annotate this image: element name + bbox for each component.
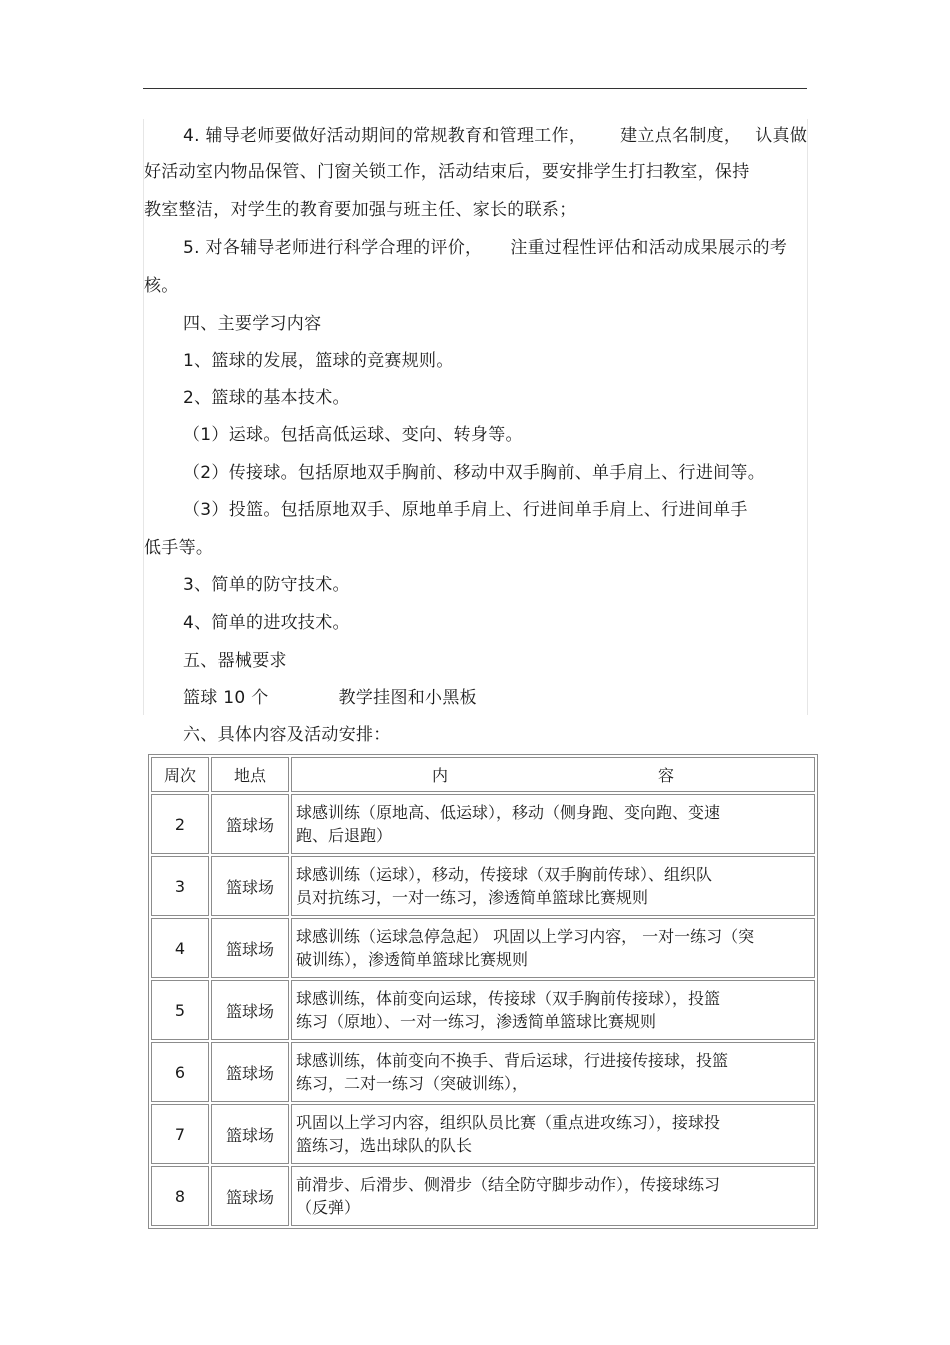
- table-row: [151, 1166, 815, 1226]
- section-4-item-3: 3、简单的防守技术。: [183, 575, 350, 595]
- cell-content: [291, 1042, 815, 1102]
- table-row: [151, 794, 815, 854]
- header-content: [291, 757, 815, 792]
- p4-text-b: 建立点名制度，: [620, 126, 742, 146]
- paragraph-4-line-3: 教室整洁，对学生的教育要加强与班主任、家长的联系；: [144, 200, 577, 220]
- content-line-2: 篮练习，选出球队的队长: [296, 1136, 473, 1155]
- cell-place: 篮球场: [211, 1104, 289, 1164]
- content-line-1: 球感训练（原地高、低运球），移动（侧身跑、变向跑、变速: [296, 803, 721, 822]
- paragraph-5-line-2: 核。: [144, 276, 179, 296]
- cell-place: 篮球场: [211, 1166, 289, 1226]
- header-place: 地点: [211, 757, 289, 792]
- table-row: [151, 856, 815, 916]
- content-line-2: 练习（原地）、一对一练习，渗透简单篮球比赛规则: [296, 1012, 657, 1031]
- cell-place: 篮球场: [211, 1042, 289, 1102]
- cell-place: 篮球场: [211, 918, 289, 978]
- p5-text-a: 5. 对各辅导老师进行科学合理的评价，: [183, 238, 483, 258]
- cell-week: 6: [151, 1042, 209, 1102]
- cell-place: 篮球场: [211, 794, 289, 854]
- section-4-item-4: 4、简单的进攻技术。: [183, 613, 350, 633]
- cell-week: 3: [151, 856, 209, 916]
- table-row: [151, 918, 815, 978]
- schedule-table: [148, 754, 818, 1229]
- cell-week: 4: [151, 918, 209, 978]
- section-4-sub-3-line-2: 低手等。: [144, 538, 214, 558]
- content-line-2: 跑、后退跑）: [296, 826, 393, 845]
- cell-place: 篮球场: [211, 856, 289, 916]
- table-row: [151, 1042, 815, 1102]
- content-line-2: 员对抗练习，一对一练习，渗透简单篮球比赛规则: [296, 888, 649, 907]
- section-5-equipment: [183, 688, 477, 708]
- section-4-sub-2: （2）传接球。包括原地双手胸前、移动中双手胸前、单手肩上、行进间等。: [183, 463, 766, 483]
- cell-content: [291, 794, 815, 854]
- equipment-basketball: 篮球 10 个: [183, 688, 269, 708]
- cell-week: 8: [151, 1166, 209, 1226]
- content-line-1: 球感训练，体前变向不换手、背后运球，行进接传接球，投篮: [296, 1051, 729, 1070]
- table-header-row: [151, 757, 815, 792]
- section-4-sub-1: （1）运球。包括高低运球、变向、转身等。: [183, 425, 523, 445]
- table-row: [151, 1104, 815, 1164]
- header-week: 周次: [151, 757, 209, 792]
- content-line-1: 前滑步、后滑步、侧滑步（结全防守脚步动作），传接球练习: [296, 1175, 721, 1194]
- header-content-a: 内: [431, 766, 448, 785]
- cell-content: [291, 856, 815, 916]
- cell-place: 篮球场: [211, 980, 289, 1040]
- cell-week: 5: [151, 980, 209, 1040]
- equipment-chart: 教学挂图和小黑板: [338, 688, 477, 708]
- content-line-2: 练习，二对一练习（突破训练），: [296, 1074, 529, 1093]
- cell-week: 7: [151, 1104, 209, 1164]
- content-line-1: 球感训练，体前变向运球，传接球（双手胸前传接球），投篮: [296, 989, 721, 1008]
- p4-text-c: 认真做: [755, 126, 808, 146]
- section-4-item-2: 2、篮球的基本技术。: [183, 388, 350, 408]
- content-line-1: 球感训练（运球），移动，传接球（双手胸前传球）、组织队: [296, 865, 713, 884]
- cell-week: 2: [151, 794, 209, 854]
- header-rule: [143, 88, 807, 89]
- section-5-heading: 五、器械要求: [183, 651, 287, 671]
- header-content-b: 容: [658, 766, 675, 785]
- table-row: [151, 980, 815, 1040]
- p4-text-a: 4. 辅导老师要做好活动期间的常规教育和管理工作，: [183, 126, 587, 146]
- section-6-heading: 六、具体内容及活动安排：: [183, 725, 391, 745]
- content-line-1: 球感训练（运球急停急起） 巩固以上学习内容， 一对一练习（突: [296, 927, 755, 946]
- paragraph-4-line-2: 好活动室内物品保管、门窗关锁工作，活动结束后，要安排学生打扫教室，保持: [144, 162, 750, 182]
- cell-content: [291, 1166, 815, 1226]
- cell-content: [291, 918, 815, 978]
- content-line-2: 破训练），渗透简单篮球比赛规则: [296, 950, 529, 969]
- p5-text-b: 注重过程性评估和活动成果展示的考: [510, 238, 788, 258]
- paragraph-5-line-1: [183, 238, 787, 258]
- section-4-heading: 四、主要学习内容: [183, 314, 322, 334]
- paragraph-4-line-1: [183, 126, 807, 146]
- section-4-item-1: 1、篮球的发展，篮球的竞赛规则。: [183, 351, 454, 371]
- cell-content: [291, 980, 815, 1040]
- section-4-sub-3-line-1: （3）投篮。包括原地双手、原地单手肩上、行进间单手肩上、行进间单手: [183, 500, 748, 520]
- content-line-1: 巩固以上学习内容，组织队员比赛（重点进攻练习），接球投: [296, 1113, 721, 1132]
- cell-content: [291, 1104, 815, 1164]
- content-line-2: （反弹）: [296, 1198, 361, 1217]
